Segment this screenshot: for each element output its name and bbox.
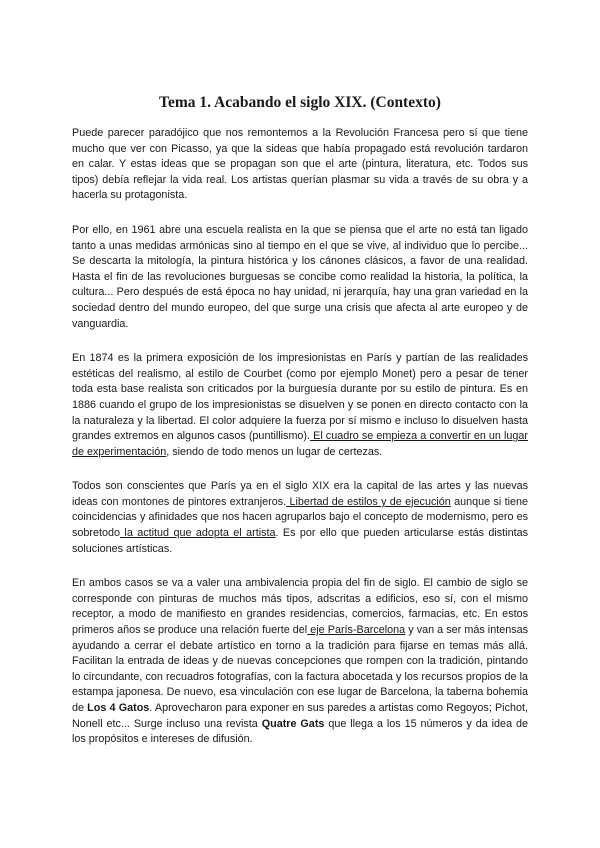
underlined-phrase: El cuadro se empieza a convertir en un lugar de experimentación [72,430,528,458]
paragraph-5-text: En ambos casos se va a valer una ambivalencia propia del fin de siglo. El cambio de siglo se corresponde con pinturas de muchos más tipos, adscritas a edificios, eso sí, con el mismo receptor, a modo de manifiesto en grandes residencias, comercios, farmacias, etc. En estos primeros años se produce una relación fuerte del [72,577,528,637]
document-body [72,126,528,767]
paragraph-4-text-mid: aunque si tiene coincidencias y afinidades que nos hacen agruparlos bajo el concepto de modernismo, pero es sobretodo [72,495,528,540]
underlined-phrase: eje París-Barcelona [307,624,406,637]
underlined-phrase: Libertad de estilos y de ejecución [286,495,451,508]
paragraph-2: Por ello, en 1961 abre una escuela realista en la que se piensa que el arte no está tan ligado tanto a unas medidas armónicas sino al tiempo en el que se vive, al individuo que lo percibe... Se descarta la mitología, la pintura histórica y los cánones clásicos, a favor de una realidad. Hasta el fin de las revoluciones burguesas se concibe como realidad la historia, la política, la cultura... Pero después de está época no hay unidad, ni jerarquía, hay una gran variedad en la sociedad dentro del mundo europeo, del que surge una crisis que afecta al arte europeo y de vanguardia. [72,223,528,330]
paragraph-4 [72,479,528,557]
underlined-phrase: la actitud que adopta el artista [120,527,276,540]
paragraph-3 [72,351,528,460]
paragraph-5-text-mid2: . Aprovecharon para exponer en sus paredes a artistas como Regoyos; Pichot, Nonell etc... Surge incluso una revista [72,702,528,730]
paragraph-5-text-end: que llega a los 15 números y da idea de los propósitos e intereses de difusión. [72,717,528,746]
paragraph-4-text: Todos son conscientes que París ya en el siglo XIX era la capital de las artes y las nuevas ideas con montones de pintores extranjeros. [72,480,528,508]
page-title: Tema 1. Acabando el siglo XIX. (Contexto) [159,94,441,111]
paragraph-3-text: En 1874 es la primera exposición de los impresionistas en París y partían de las realidades estéticas del realismo, al estilo de Courbet (como por ejemplo Monet) pero a pesar de tener toda esta base realista son criticados por la burguesía durante por su estilo de pintura. Es en 1886 cuando el grupo de los impresionistas se disuelven y se ponen en directo contacto con la la naturaleza y la libertad. El color adquiere la fuerza por sí mismo e incluso lo disuelven hasta grandes extremos en algunos casos (puntillismo). [72,352,528,443]
bold-phrase: Quatre Gats [261,717,325,730]
paragraph-5-text-mid: y van a ser más intensas ayudando a cerrar el debate artístico en torno a la tradición para fijarse en temas más allá. Facilitan la entrada de ideas y de nuevas concepciones que rompen con la tradición, pintando lo circundante, con recuadros fotografías, con la factura abocetada y los recursos propios de la estampa japonesa. De nuevo, esa vinculación con ese lugar de Barcelona, la taberna bohemia de [72,624,529,714]
paragraph-1: Puede parecer paradójico que nos remontemos a la Revolución Francesa pero sí que tiene mucho que ver con Picasso, ya que la sideas que había propagado está revolución tardaron en calar. Y estas ideas que se propagan son que el arte (pintura, literatura, etc. Todos sus tipos) debía reflejar la vida real. Los artistas querían plasmar su vida a través de su obra y a hacerla su protagonista. [72,127,528,202]
paragraph-4-text-end: . Es por ello que pueden articularse estás distintas soluciones artísticas. [72,527,528,555]
bold-phrase: Los 4 Gatos [87,702,150,714]
paragraph-3-text-end: , siendo de todo menos un lugar de certezas. [166,445,383,458]
paragraph-5 [72,576,528,748]
